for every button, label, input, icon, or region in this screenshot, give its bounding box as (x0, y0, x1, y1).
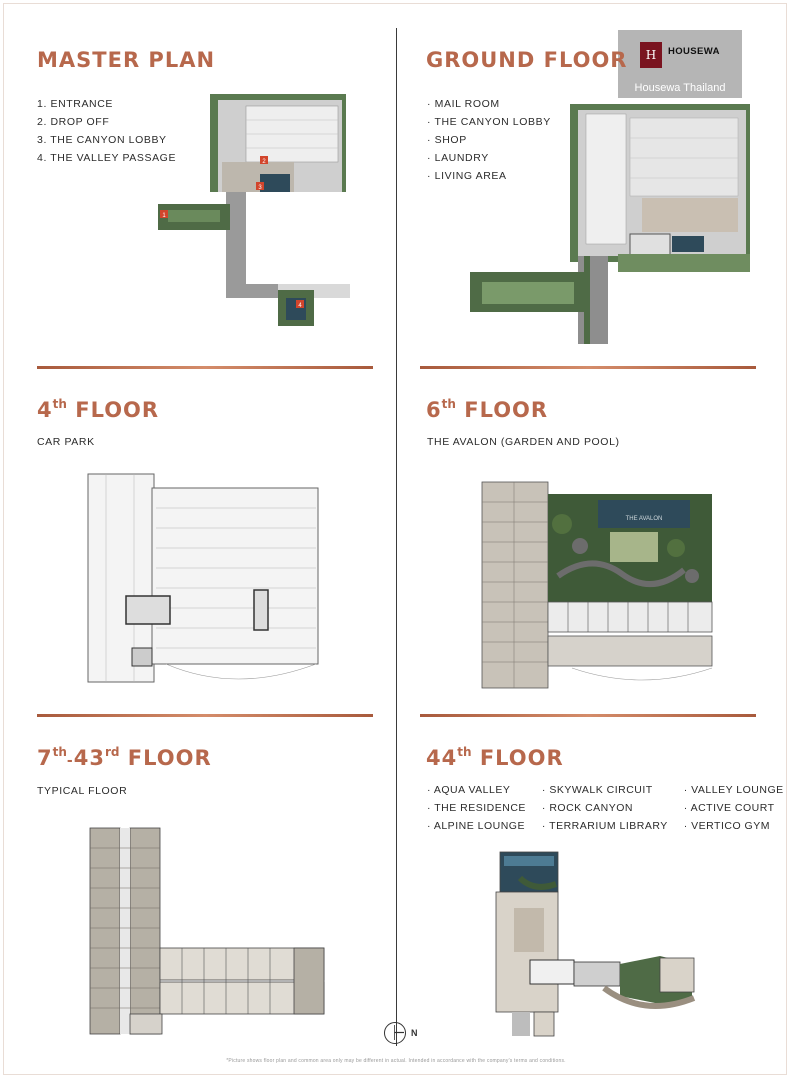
amenity-column-1 (427, 781, 526, 835)
north-arrow-icon (384, 1022, 406, 1044)
housewa-logo-icon: H (640, 42, 662, 68)
floor-4-subtitle: CAR PARK (37, 436, 95, 448)
floor-44-plan (494, 848, 718, 1040)
amenity-item: · AQUA VALLEY (427, 784, 511, 796)
floor-6-title: 6th FLOOR (426, 397, 549, 422)
amenity-item: · ALPINE LOUNGE (427, 820, 525, 832)
legend-item-canyon-lobby: 3. THE CANYON LOBBY (37, 134, 167, 146)
marker-4: 4 (298, 303, 302, 309)
legend-item-living-area: · LIVING AREA (427, 170, 507, 182)
floor-4-plan (86, 472, 322, 684)
amenity-item: · TERRARIUM LIBRARY (541, 820, 668, 832)
section-rule (420, 714, 756, 717)
housewa-brand: HOUSEWA (668, 46, 720, 57)
section-rule (37, 714, 373, 717)
floor-7-43-plan (84, 824, 328, 1038)
watermark-caption: Housewa Thailand (634, 82, 726, 94)
floor-4-title: 4th FLOOR (37, 397, 160, 422)
legend-item-shop: · SHOP (427, 134, 467, 146)
amenity-column-3 (684, 781, 784, 835)
amenity-item: · ROCK CANYON (541, 802, 634, 814)
marker-2: 2 (262, 159, 266, 165)
floor-7-43-title: 7th-43rd FLOOR (37, 745, 212, 770)
master-plan-title: MASTER PLAN (37, 48, 216, 72)
amenity-item: · VALLEY LOUNGE (683, 784, 784, 796)
disclaimer: *Picture shows floor plan and common area only may be different in actual. Intended in accordance with the company's terms and conditions. (226, 1058, 566, 1064)
amenity-item: · THE RESIDENCE (427, 802, 526, 814)
center-divider (396, 28, 397, 1046)
section-rule (420, 366, 756, 369)
amenity-item: · SKYWALK CIRCUIT (541, 784, 653, 796)
floor-44-title: 44th FLOOR (426, 745, 564, 770)
master-plan-map (148, 92, 354, 328)
ground-floor-map (462, 102, 754, 346)
floor-6-plan (462, 480, 716, 692)
section-rule (37, 366, 373, 369)
floor-6-subtitle: THE AVALON (GARDEN AND POOL) (427, 436, 620, 448)
housewa-watermark (618, 30, 742, 98)
legend-item-laundry: · LAUNDRY (427, 152, 489, 164)
amenity-column-2 (542, 781, 668, 835)
legend-item-mail-room: · MAIL ROOM (427, 98, 500, 110)
amenity-item: · ACTIVE COURT (683, 802, 775, 814)
legend-item-valley-passage: 4. THE VALLEY PASSAGE (37, 152, 177, 164)
marker-1: 1 (162, 213, 166, 219)
amenity-item: · VERTICO GYM (683, 820, 770, 832)
legend-item-entrance: 1. ENTRANCE (37, 98, 114, 110)
floor-44-amenities (427, 781, 784, 835)
marker-3: 3 (258, 185, 262, 191)
legend-item-canyon-lobby: · THE CANYON LOBBY (427, 116, 551, 128)
north-label: N (411, 1028, 418, 1038)
pool-label: THE AVALON (625, 516, 663, 522)
legend-item-drop-off: 2. DROP OFF (37, 116, 110, 128)
floor-7-43-subtitle: TYPICAL FLOOR (37, 785, 128, 797)
ground-floor-title: GROUND FLOOR (426, 48, 628, 72)
